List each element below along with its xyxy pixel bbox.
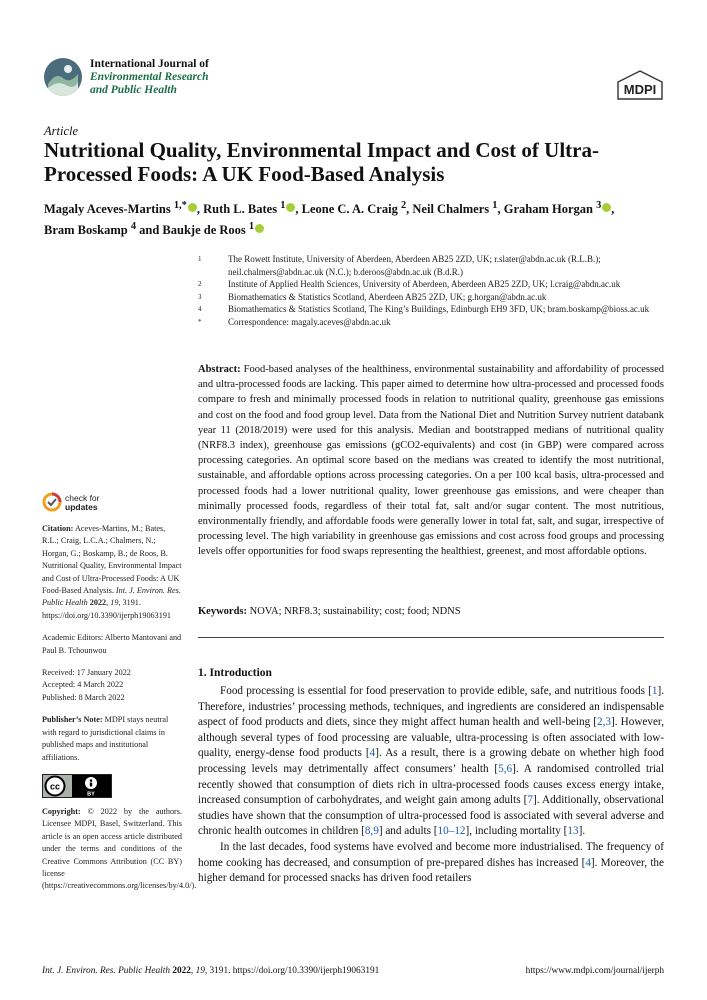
section-heading: 1. Introduction xyxy=(198,667,272,679)
journal-line1: International Journal of xyxy=(90,58,209,70)
paragraph: Food processing is essential for food preservation to provide edible, safe, and nutritious foods [1]. Therefore, industries’ processing methods, techniques, and ingredients are considered an indispensable aspect of food products and diets, since they might affect human health and well-being [2,3]. However, although several types of food processing are valuable, ultra-processing is often associated with low-quality, energy-dense food products [4]. As a result, there is a growing debate on whether high food processing levels may detrimentally affect consumers’ health [5,6]. A randomised controlled trial recently showed that consumption of diets rich in ultra-processed foods causes excess energy intake, increased consumption of carbohydrates, and weight gain among adults [7]. Additionally, observational studies have shown that the consumption of ultra-processed food is associated with several adverse and chronic health outcomes in children [8,9] and adults [10–12], including mortality [13]. xyxy=(198,685,664,838)
academic-editors: Academic Editors: Alberto Mantovani and Paul B. Tchounwou xyxy=(42,633,182,655)
check-line2: updates xyxy=(65,502,98,512)
check-updates-icon xyxy=(42,492,62,514)
citation-link[interactable]: 1 xyxy=(651,685,658,697)
journal-logo xyxy=(44,58,82,96)
keywords-label: Keywords: xyxy=(198,606,247,617)
page-title: Nutritional Quality, Environmental Impact and Cost of Ultra-Processed Foods: A UK Food-Based Analysis xyxy=(44,138,599,186)
page-footer xyxy=(42,966,664,976)
journal-line3: and Public Health xyxy=(90,84,177,96)
affiliation-item: * Correspondence: magaly.aceves@abdn.ac.uk xyxy=(198,316,391,327)
divider xyxy=(198,637,664,638)
affiliations xyxy=(198,253,678,328)
publisher-logo xyxy=(616,70,664,105)
abstract-label: Abstract: xyxy=(198,364,241,375)
journal-name xyxy=(90,58,209,97)
publisher-note: Publisher’s Note: MDPI stays neutral with regard to jurisdictional claims in published maps and institutional affiliations. xyxy=(42,715,169,762)
orcid-icon[interactable] xyxy=(602,203,611,212)
citation-link[interactable]: 7 xyxy=(527,794,534,807)
citation-link[interactable]: 4 xyxy=(585,856,591,869)
introduction-text xyxy=(198,684,664,887)
affiliation-item: 4 Biomathematics & Statistics Scotland, The King’s Buildings, Edinburgh EH9 3FD, UK; bram.boskamp@bioss.ac.uk xyxy=(198,304,650,314)
orcid-icon[interactable] xyxy=(188,203,197,212)
copyright: Copyright: © 2022 by the authors. Licensee MDPI, Basel, Switzerland. This article is an open access article distributed under the terms and conditions of the Creative Commons Attribution (CC BY) license (https://creativecommons.org/licenses/by/4.0/). xyxy=(42,806,197,891)
article-type: Article xyxy=(44,124,79,138)
citation: Citation: Aceves-Martins, M.; Bates, R.L.; Craig, L.C.A.; Chalmers, N.; Horgan, G.; Boskamp, B.; de Roos, B. Nutritional Quality, Environmental Impact and Cost of Ultra-Processed Foods: A UK Food-Based Analysis. Int. J. Environ. Res. Public Health 2022, 19, 3191. https://doi.org/10.3390/ijerph19063191 xyxy=(42,524,182,620)
paragraph: In the last decades, food systems have evolved and become more industrialised. The frequency of home cooking has decreased, and consumption of pre-prepared dishes has increased [4]. Moreover, the higher demand for processed snacks has driven food retailers xyxy=(198,840,664,885)
check-line1: check for xyxy=(65,493,100,503)
citation-link[interactable]: 10–12 xyxy=(437,825,466,838)
cc-license-badge[interactable] xyxy=(42,774,182,798)
check-for-updates[interactable] xyxy=(42,492,182,514)
journal-line2: Environmental Research xyxy=(90,71,209,83)
svg-text:cc: cc xyxy=(49,781,61,792)
keywords xyxy=(198,606,664,617)
affiliation-item: 2 Institute of Applied Health Sciences, University of Aberdeen, Aberdeen AB25 2ZD, UK; l.craig@abdn.ac.uk xyxy=(198,279,621,289)
affiliation-item: 3 Biomathematics & Statistics Scotland, Aberdeen AB25 2ZD, UK; g.horgan@abdn.ac.uk xyxy=(198,291,547,302)
citation-link[interactable]: 2,3 xyxy=(597,716,612,729)
orcid-icon[interactable] xyxy=(286,203,295,212)
citation-link[interactable]: 5,6 xyxy=(498,762,513,775)
abstract xyxy=(198,362,664,560)
dates: Received: 17 January 2022 Accepted: 4 March 2022 Published: 8 March 2022 xyxy=(42,668,131,702)
sidebar xyxy=(42,492,197,903)
keywords-text: NOVA; NRF8.3; sustainability; cost; food; NDNS xyxy=(249,606,461,617)
footer-journal-url[interactable]: https://www.mdpi.com/journal/ijerph xyxy=(525,966,664,976)
authors: Magaly Aceves-Martins $^{1,*}$ , Ruth L. Bates $^1$ , Leone C. A. Craig $^2$, Neil Chalmers $^1$, Graham Horgan $^3$ , Bram Boskamp $^4$ and Baukje de Roos $^1$ xyxy=(44,200,615,238)
affiliation-item: 1 The Rowett Institute, University of Aberdeen, Aberdeen AB25 2ZD, UK; r.slater@abdn.ac.uk (R.L.B.); neil.chalmers@abdn.ac.uk (N.C.); b.deroos@abdn.ac.uk (B.d.R.) xyxy=(198,254,601,277)
footer-citation: Int. J. Environ. Res. Public Health 2022, 19, 3191. https://doi.org/10.3390/ijerph19063191 xyxy=(42,966,380,976)
abstract-text: Food-based analyses of the healthiness, environmental sustainability and affordability of processed and ultra-processed foods are lacking. This paper aimed to determine how ultra-processed and processed foods compare to fresh and minimally processed foods in relation to nutritional quality, greenhouse gas emissions and cost on the food and food group level. Data from the National Diet and Nutrition Survey nutrient databank year 11 (2018/2019) were used for this analysis. Median and bootstrapped medians of nutritional quality (NRF8.3 index), greenhouse gas emissions (gCO2-equivalents) and cost (in GBP) were compared across processing categories. An optimal score based on the medians was created to identify the most nutritional, sustainable, and affordable options across processing categories. On a per 100 kcal basis, ultra-processed and processed foods had a lower nutritional quality, lower greenhouse gas emissions, and were cheaper than minimally processed foods, regardless of their total fat, salt and/or sugar content. The most nutritious, environmentally friendly, and affordable foods were generally lower in total fat, salt, and sugar, irrespective of processing level. The high variability in greenhouse gas emissions and cost across food groups and processing levels offer opportunities for food swaps representing the healthiest, greenest, and most affordable options. xyxy=(198,364,664,558)
publisher-name: MDPI xyxy=(623,82,657,97)
orcid-icon[interactable] xyxy=(255,224,264,233)
citation-link[interactable]: 13 xyxy=(567,825,579,838)
cc-by-label: BY xyxy=(87,791,95,798)
citation-link[interactable]: 4 xyxy=(369,747,376,760)
citation-link[interactable]: 8,9 xyxy=(364,825,379,838)
